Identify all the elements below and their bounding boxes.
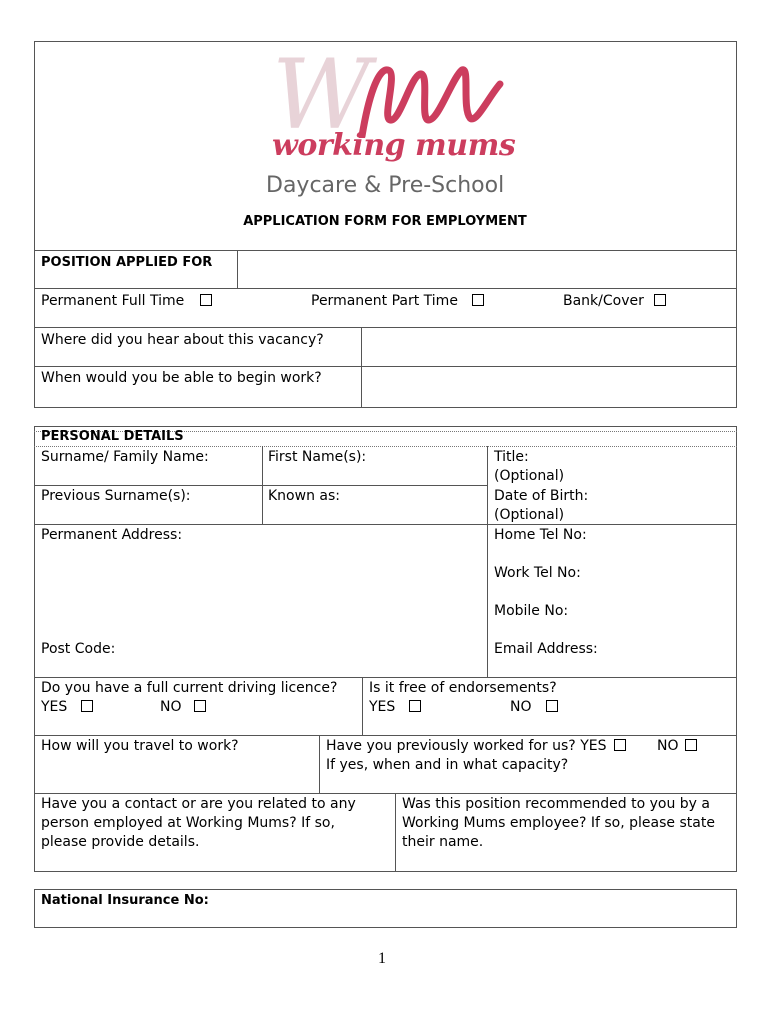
driving-no-option xyxy=(160,698,206,717)
driving-no-checkbox[interactable] xyxy=(194,700,206,712)
divider xyxy=(487,446,488,677)
permanent-address-label: Permanent Address: xyxy=(41,527,183,543)
surname-label: Surname/ Family Name: xyxy=(41,449,209,465)
part-time-label: Permanent Part Time xyxy=(311,293,458,309)
divider xyxy=(319,735,320,793)
option-part-time xyxy=(311,292,484,311)
divider xyxy=(395,793,396,872)
position-applied-input[interactable] xyxy=(238,251,736,287)
position-heading: POSITION APPLIED FOR xyxy=(41,255,213,270)
ni-label: National Insurance No: xyxy=(41,893,209,908)
endorse-no-checkbox[interactable] xyxy=(546,700,558,712)
home-tel-label: Home Tel No: xyxy=(494,527,587,543)
divider xyxy=(34,288,737,289)
work-tel-label: Work Tel No: xyxy=(494,565,581,581)
logo-watermark-w: W xyxy=(272,48,371,138)
first-name-label: First Name(s): xyxy=(268,449,367,465)
full-time-checkbox[interactable] xyxy=(200,294,212,306)
related-line-3: please provide details. xyxy=(41,834,200,850)
previously-no-checkbox[interactable] xyxy=(685,739,697,751)
divider xyxy=(34,485,487,486)
previously-worked-option xyxy=(326,737,626,756)
recommended-line-2: Working Mums employee? If so, please state xyxy=(402,815,715,831)
known-as-label: Known as: xyxy=(268,488,340,504)
previously-yes-checkbox[interactable] xyxy=(614,739,626,751)
form-title: APPLICATION FORM FOR EMPLOYMENT xyxy=(243,214,527,229)
logo-tagline: Daycare & Pre-School xyxy=(266,173,505,198)
related-line-2: person employed at Working Mums? If so, xyxy=(41,815,335,831)
endorse-no-label: NO xyxy=(510,699,532,715)
hear-about-input[interactable] xyxy=(362,328,736,365)
option-bank-cover xyxy=(563,292,666,311)
post-code-label: Post Code: xyxy=(41,641,116,657)
driving-question: Do you have a full current driving licence? xyxy=(41,680,338,696)
divider xyxy=(34,793,737,794)
endorse-yes-checkbox[interactable] xyxy=(409,700,421,712)
email-label: Email Address: xyxy=(494,641,598,657)
divider xyxy=(34,524,737,525)
mobile-label: Mobile No: xyxy=(494,603,569,619)
logo-brand-text: working mums xyxy=(272,128,516,163)
ni-input[interactable] xyxy=(220,890,736,927)
full-time-label: Permanent Full Time xyxy=(41,293,185,309)
previously-worked-label: Have you previously worked for us? YES xyxy=(326,738,607,754)
driving-no-label: NO xyxy=(160,699,182,715)
endorse-yes-label: YES xyxy=(369,699,396,715)
divider xyxy=(362,677,363,735)
driving-yes-checkbox[interactable] xyxy=(81,700,93,712)
recommended-line-1: Was this position recommended to you by a xyxy=(402,796,710,812)
dotted-divider xyxy=(34,446,737,447)
option-full-time xyxy=(41,292,212,311)
bank-cover-label: Bank/Cover xyxy=(563,293,644,309)
personal-heading: PERSONAL DETAILS xyxy=(41,429,184,444)
begin-work-label: When would you be able to begin work? xyxy=(41,370,322,386)
previously-no-label: NO xyxy=(657,738,679,754)
related-question xyxy=(41,795,356,852)
endorse-yes-option xyxy=(369,698,421,717)
address-input[interactable] xyxy=(36,548,484,636)
begin-work-input[interactable] xyxy=(362,367,736,407)
hear-about-label: Where did you hear about this vacancy? xyxy=(41,332,324,348)
dob-label: Date of Birth: xyxy=(494,488,589,504)
driving-yes-label: YES xyxy=(41,699,68,715)
endorse-no-option xyxy=(510,698,558,717)
divider xyxy=(34,677,737,678)
title-optional: (Optional) xyxy=(494,468,565,484)
recommended-line-3: their name. xyxy=(402,834,484,850)
divider xyxy=(34,735,737,736)
driving-yes-option xyxy=(41,698,93,717)
working-mums-logo xyxy=(270,48,510,138)
bank-cover-checkbox[interactable] xyxy=(654,294,666,306)
part-time-checkbox[interactable] xyxy=(472,294,484,306)
recommended-question xyxy=(402,795,715,852)
travel-question: How will you travel to work? xyxy=(41,738,239,754)
capacity-question: If yes, when and in what capacity? xyxy=(326,757,569,773)
endorsements-question: Is it free of endorsements? xyxy=(369,680,557,696)
previous-surname-label: Previous Surname(s): xyxy=(41,488,191,504)
dob-optional: (Optional) xyxy=(494,507,565,523)
related-line-1: Have you a contact or are you related to any xyxy=(41,796,356,812)
previously-no-option xyxy=(657,737,697,756)
page-number: 1 xyxy=(378,950,386,967)
title-label: Title: xyxy=(494,449,529,465)
logo-script-m xyxy=(362,70,500,136)
